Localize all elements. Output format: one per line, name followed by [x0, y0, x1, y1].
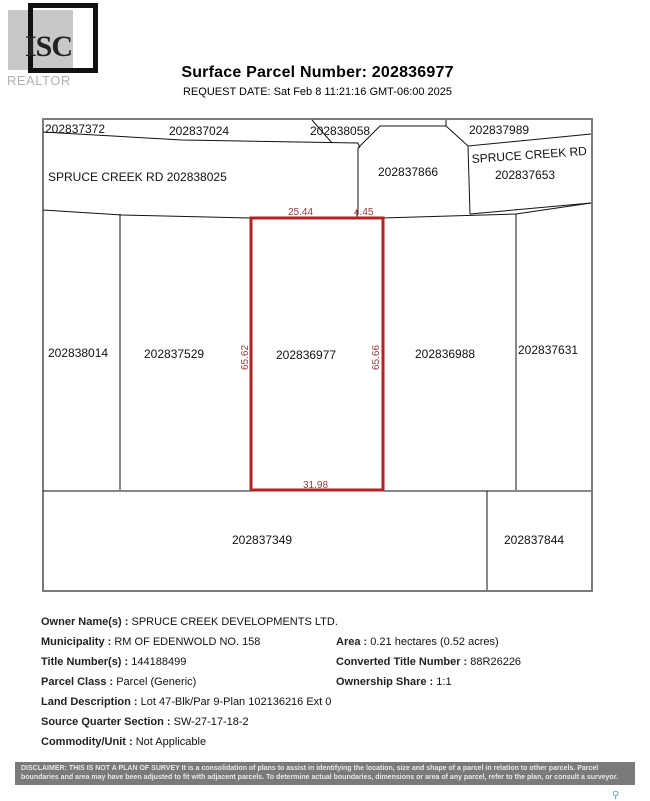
- logo-isc-text: ISC: [25, 30, 73, 63]
- parcel-class-label: Parcel Class :: [41, 676, 114, 688]
- parcel-label-202837024: 202837024: [169, 124, 230, 138]
- parcel-label-202836988: 202836988: [415, 347, 476, 361]
- parcel-map[interactable]: [42, 118, 593, 592]
- municipality-label: Municipality :: [41, 636, 112, 648]
- parcel-label-202837866: 202837866: [378, 165, 439, 179]
- road-label-spruce-creek: SPRUCE CREEK RD: [471, 143, 588, 166]
- parcel-label-202837631: 202837631: [518, 343, 579, 357]
- land-description-value: Lot 47-Blk/Par 9-Plan 102136216 Ext 0: [140, 696, 332, 708]
- ownership-share-label: Ownership Share :: [336, 676, 434, 688]
- logo-realtor-text: REALTOR: [7, 73, 71, 88]
- dimension-top-right: 4.45: [354, 207, 374, 218]
- municipality-value: RM OF EDENWOLD NO. 158: [114, 636, 261, 648]
- parcel-label-202838014: 202838014: [48, 346, 109, 360]
- source-quarter-row: [41, 716, 249, 728]
- parcel-label-202837989: 202837989: [469, 123, 530, 137]
- converted-title-row: [336, 656, 521, 668]
- title-number-label: Title Number(s) :: [41, 656, 129, 668]
- owner-value: SPRUCE CREEK DEVELOPMENTS LTD.: [131, 616, 338, 628]
- converted-title-label: Converted Title Number :: [336, 656, 468, 668]
- area-label: Area :: [336, 636, 368, 648]
- ownership-share-row: [336, 676, 452, 688]
- parcel-label-202836977: 202836977: [276, 348, 337, 362]
- map-pin-icon: ⚲: [612, 790, 620, 801]
- converted-title-value: 88R26226: [470, 656, 522, 668]
- dimension-left: 65.62: [240, 344, 251, 370]
- owner-label: Owner Name(s) :: [41, 616, 129, 628]
- dimension-top-left: 25.44: [288, 207, 314, 218]
- page-title: Surface Parcel Number: 202836977: [181, 64, 454, 81]
- parcel-label-202837844: 202837844: [504, 533, 565, 547]
- parcel-label-202838025: SPRUCE CREEK RD 202838025: [48, 170, 227, 184]
- land-description-row: [41, 696, 331, 708]
- dimension-right: 65.66: [371, 344, 382, 370]
- municipality-row: [41, 636, 260, 648]
- ownership-share-value: 1:1: [436, 676, 452, 688]
- title-number-value: 144188499: [131, 656, 187, 668]
- source-quarter-label: Source Quarter Section :: [41, 716, 171, 728]
- commodity-label: Commodity/Unit :: [41, 736, 133, 748]
- parcel-label-202837653: 202837653: [495, 168, 556, 182]
- source-quarter-value: SW-27-17-18-2: [173, 716, 249, 728]
- parcel-label-202837529: 202837529: [144, 347, 205, 361]
- parcel-class-value: Parcel (Generic): [116, 676, 197, 688]
- owner-row: [41, 616, 338, 628]
- parcel-label-202838058: 202838058: [310, 124, 371, 138]
- area-value: 0.21 hectares (0.52 acres): [370, 636, 499, 648]
- commodity-value: Not Applicable: [135, 736, 207, 748]
- parcel-class-row: [41, 676, 196, 688]
- parcel-label-202837372: 202837372: [45, 122, 106, 136]
- land-description-label: Land Description :: [41, 696, 138, 708]
- area-row: [336, 636, 499, 648]
- title-number-row: [41, 656, 186, 668]
- commodity-row: [41, 736, 206, 748]
- parcel-label-202837349: 202837349: [232, 533, 293, 547]
- dimension-bottom: 31.98: [303, 480, 329, 491]
- disclaimer-banner: DISCLAIMER: THIS IS NOT A PLAN OF SURVEY It is a consolidation of plans to assist in identifying the location, size and shape of a parcel in relation to other parcels. Parcel boundaries and area may have been adjusted to fit with adjacent parcels. To determine actual boundaries, dimensions or area of any parcel, refer to the plan, or consult a surveyor.: [15, 762, 635, 785]
- request-date: REQUEST DATE: Sat Feb 8 11:21:16 GMT-06:00 2025: [182, 86, 453, 98]
